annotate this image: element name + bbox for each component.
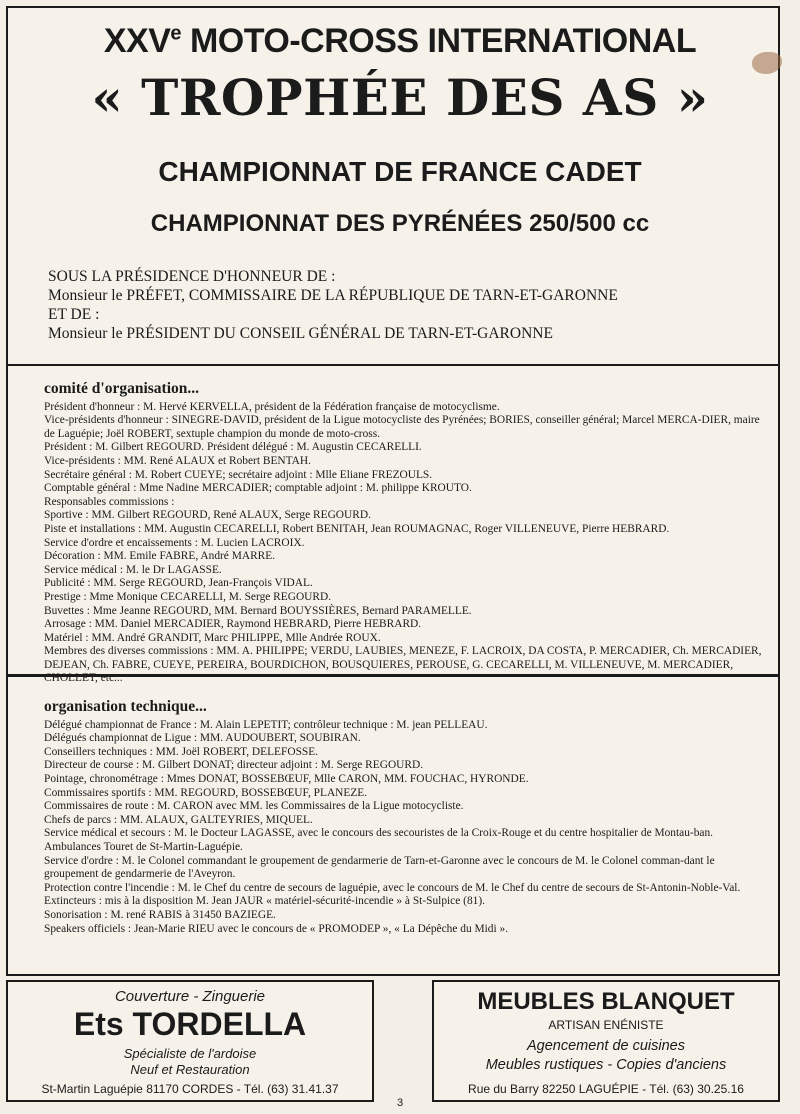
comite-line: Responsables commissions :: [44, 495, 175, 508]
ad-company-name: MEUBLES BLANQUET: [477, 988, 735, 1015]
comite-line: Président : M. Gilbert REGOURD. Président délégué : M. Augustin CECARELLI.: [44, 441, 422, 454]
tordella-advert: [6, 980, 374, 1102]
technique-line: Speakers officiels : Jean-Marie RIEU avec le concours de « PROMODEP », « La Dépêche du Midi ».: [44, 922, 509, 935]
comite-line: Matériel : MM. André GRANDIT, Marc PHILIPPE, Mlle Andrée ROUX.: [44, 631, 381, 644]
technique-line: Commissaires sportifs : MM. REGOURD, BOSSEBŒUF, PLANEZE.: [44, 786, 368, 799]
presidence-line: SOUS LA PRÉSIDENCE D'HONNEUR DE :: [48, 268, 336, 285]
comite-line: Service d'ordre et encaissements : M. Lucien LACROIX.: [44, 536, 305, 549]
technique-line: Commissaires de route : M. CARON avec MM. les Commissaires de la Ligue motocycliste.: [44, 800, 464, 813]
championship-france-title: CHAMPIONNAT DE FRANCE CADET: [158, 156, 642, 187]
comite-line: Service médical : M. le Dr LAGASSE.: [44, 563, 222, 576]
ad-address: St-Martin Laguépie 81170 CORDES - Tél. (63) 31.41.37: [41, 1082, 339, 1096]
ad-trade: ARTISAN ENÉNISTE: [548, 1018, 664, 1032]
comite-heading: comité d'organisation...: [44, 380, 199, 397]
technique-line: Pointage, chronométrage : Mmes DONAT, BOSSEBŒUF, Mlle CARON, MM. FOUCHAC, HYRONDE.: [44, 772, 529, 785]
trophy-title: « TROPHÉE DES AS »: [91, 68, 709, 127]
technique-line: Sonorisation : M. rené RABIS à 31450 BAZIEGE.: [44, 908, 276, 921]
technique-line: Délégués championnat de Ligue : MM. AUDOUBERT, SOUBIRAN.: [44, 732, 361, 745]
ad-service: Neuf et Restauration: [130, 1062, 250, 1077]
ad-specialty: Spécialiste de l'ardoise: [123, 1046, 257, 1061]
technique-section: [44, 700, 769, 936]
blanquet-advert: [432, 980, 780, 1102]
comite-line: Buvettes : Mme Jeanne REGOURD, MM. Bernard BOUYSSIÈRES, Bernard PARAMELLE.: [44, 604, 472, 617]
technique-line: Service d'ordre : M. le Colonel commandant le groupement de gendarmerie de Tarn-et-Garonne avec le concours de M. le Colonel comman-dant le groupement de gendarmerie de l'Aveyron.: [44, 854, 715, 881]
technique-line: Délégué championnat de France : M. Alain LEPETIT; contrôleur technique : M. jean PELLEAU.: [44, 718, 488, 731]
comite-line: Comptable général : Mme Nadine MERCADIER; comptable adjoint : M. philippe KROUTO.: [44, 482, 472, 495]
presidence-line: ET DE :: [48, 306, 100, 323]
comite-line: Arrosage : MM. Daniel MERCADIER, Raymond HEBRARD, Pierre HEBRARD.: [44, 618, 422, 631]
technique-heading: organisation technique...: [44, 698, 207, 715]
page-number: 3: [396, 1097, 404, 1109]
comite-line: Publicité : MM. Serge REGOURD, Jean-François VIDAL.: [44, 577, 313, 590]
comite-line: Décoration : MM. Emile FABRE, André MARRE.: [44, 550, 276, 563]
comite-line: Secrétaire général : M. Robert CUEYE; secrétaire adjoint : Mlle Eliane FREZOULS.: [44, 468, 433, 481]
ad-trade: Couverture - Zinguerie: [114, 988, 266, 1005]
technique-line: Extincteurs : mis à la disposition M. Jean JAUR « matériel-sécurité-incendie » à St-Sulpice (81).: [44, 895, 485, 908]
ad-specialty: Agencement de cuisines: [527, 1038, 685, 1054]
presidence-line: Monsieur le PRÉSIDENT DU CONSEIL GÉNÉRAL DE TARN-ET-GARONNE: [48, 325, 553, 342]
technique-line: Conseillers techniques : MM. Joël ROBERT, DELEFOSSE.: [44, 745, 319, 758]
ad-service: Meubles rustiques - Copies d'anciens: [485, 1057, 727, 1073]
technique-line: Chefs de parcs : MM. ALAUX, GALTEYRIES, MIQUEL.: [44, 813, 313, 826]
comite-line: Prestige : Mme Monique CECARELLI, M. Serge REGOURD.: [44, 590, 332, 603]
comite-line: Vice-présidents : MM. René ALAUX et Robert BENTAH.: [44, 454, 311, 467]
comite-line: Piste et installations : MM. Augustin CECARELLI, Robert BENITAH, Jean ROUMAGNAC, Roger VILLENEUVE, Pierre HEBRARD.: [44, 522, 670, 535]
championship-pyrenees-title: CHAMPIONNAT DES PYRÉNÉES 250/500 cc: [150, 210, 650, 237]
presidence-line: Monsieur le PRÉFET, COMMISSAIRE DE LA RÉPUBLIQUE DE TARN-ET-GARONNE: [48, 287, 618, 304]
ad-company-name: Ets TORDELLA: [73, 1006, 307, 1042]
technique-line: Directeur de course : M. Gilbert DONAT; directeur adjoint : M. Serge REGOURD.: [44, 759, 424, 772]
presidence-block: [48, 267, 748, 343]
comite-line: Vice-présidents d'honneur : SINEGRE-DAVID, président de la Ligue motocycliste des Pyrénées; BORIES, conseiller général; Marcel MERCA-DIER, maire de Laguépie; Joël ROBERT, sextuple champion du monde de moto-cross.: [44, 414, 760, 440]
technique-line: Service médical et secours : M. le Docteur LAGASSE, avec le concours des secouristes de la Croix-Rouge et du centre hospitalier de Montau-ban. Ambulances Touret de St-Martin-Laguépie.: [44, 827, 713, 853]
comite-section: [44, 382, 769, 686]
comite-line: Président d'honneur : M. Hervé KERVELLA, président de la Fédération française de motocyclisme.: [44, 400, 500, 413]
ad-address: Rue du Barry 82250 LAGUÉPIE - Tél. (63) 30.25.16: [468, 1082, 744, 1096]
comite-line: Membres des diverses commissions : MM. A. PHILIPPE; VERDU, LAUBIES, MENEZE, F. LACROIX, DA COSTA, P. MERCADIER, Ch. MERCADIER, DEJEAN, Ch. FABRE, CUEYE, PEREIRA, BOURDICHON, BOUSQUIERES, PEROUSE, G. CECARELLI, M. VILLENEUVE, M. MERCADIER, CHOLLET, etc...: [44, 645, 762, 685]
event-title: XXVe MOTO-CROSS INTERNATIONAL: [103, 22, 697, 60]
comite-line: Sportive : MM. Gilbert REGOURD, René ALAUX, Serge REGOURD.: [44, 509, 371, 522]
technique-line: Protection contre l'incendie : M. le Chef du centre de secours de laguépie, avec le concours de M. le Chef du centre de secours de St-Antonin-Noble-Val.: [44, 881, 741, 894]
